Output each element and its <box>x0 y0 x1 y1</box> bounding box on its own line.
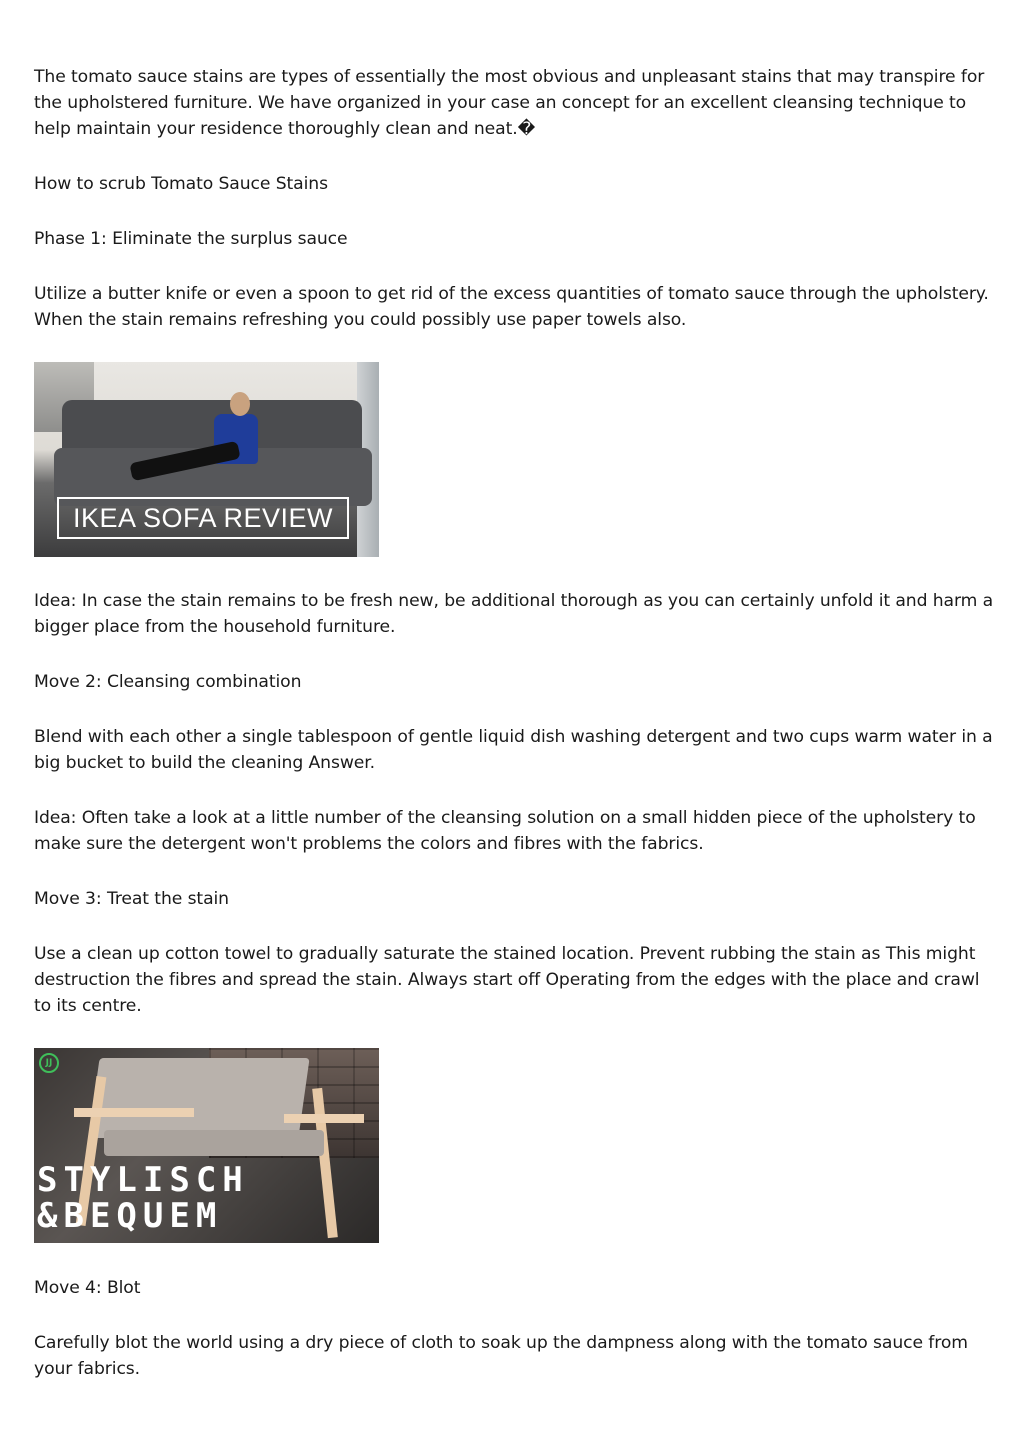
bench-back-cushion <box>88 1058 309 1138</box>
bench-seat-cushion <box>104 1130 324 1156</box>
idea1-paragraph: Idea: In case the stain remains to be fresh new, be additional thorough as you can certainly unfold it and harm a bigger place from the household furniture. <box>34 591 994 637</box>
bench-caption: STYLISCH &BEQUEM <box>37 1160 249 1236</box>
move3-title: Move 3: Treat the stain <box>34 889 229 909</box>
move2-title: Move 2: Cleansing combination <box>34 672 302 692</box>
move4-title: Move 4: Blot <box>34 1278 141 1298</box>
bench-arm-left <box>74 1108 194 1117</box>
move3-body: Use a clean up cotton towel to gradually saturate the stained location. Prevent rubbing the stain as This might destruction the fibres and spread the stain. Always start off Operating from the edges with the place and crawl to its centre. <box>34 944 980 1016</box>
intro-paragraph: The tomato sauce stains are types of essentially the most obvious and unpleasant stains that may transpire for the upholstered furniture. We have organized in your case an concept for an excellent cleansing technique to help maintain your residence thoroughly clean and neat.� <box>34 67 985 139</box>
sofa-review-caption: IKEA SOFA REVIEW <box>57 497 349 539</box>
phase1-body: Utilize a butter knife or even a spoon to get rid of the excess quantities of tomato sauce through the upholstery. When the stain remains refreshing you could possibly use paper towels also. <box>34 284 989 330</box>
bench-arm-right <box>284 1114 364 1123</box>
idea2-paragraph: Idea: Often take a look at a little number of the cleansing solution on a small hidden piece of the upholstery to make sure the detergent won't problems the colors and fibres with the fabrics. <box>34 808 976 854</box>
channel-logo-icon: JJ <box>39 1053 59 1073</box>
move4-body: Carefully blot the world using a dry piece of cloth to soak up the dampness along with the tomato sauce from your fabrics. <box>34 1333 968 1379</box>
article-body <box>34 64 994 1382</box>
move2-body: Blend with each other a single tablespoon of gentle liquid dish washing detergent and two cups warm water in a big bucket to build the cleaning Answer. <box>34 727 993 773</box>
phase1-title: Phase 1: Eliminate the surplus sauce <box>34 229 348 249</box>
sofa-review-image <box>34 362 379 557</box>
article-heading: How to scrub Tomato Sauce Stains <box>34 174 328 194</box>
person-head-shape <box>230 392 250 416</box>
bench-image <box>34 1048 379 1243</box>
